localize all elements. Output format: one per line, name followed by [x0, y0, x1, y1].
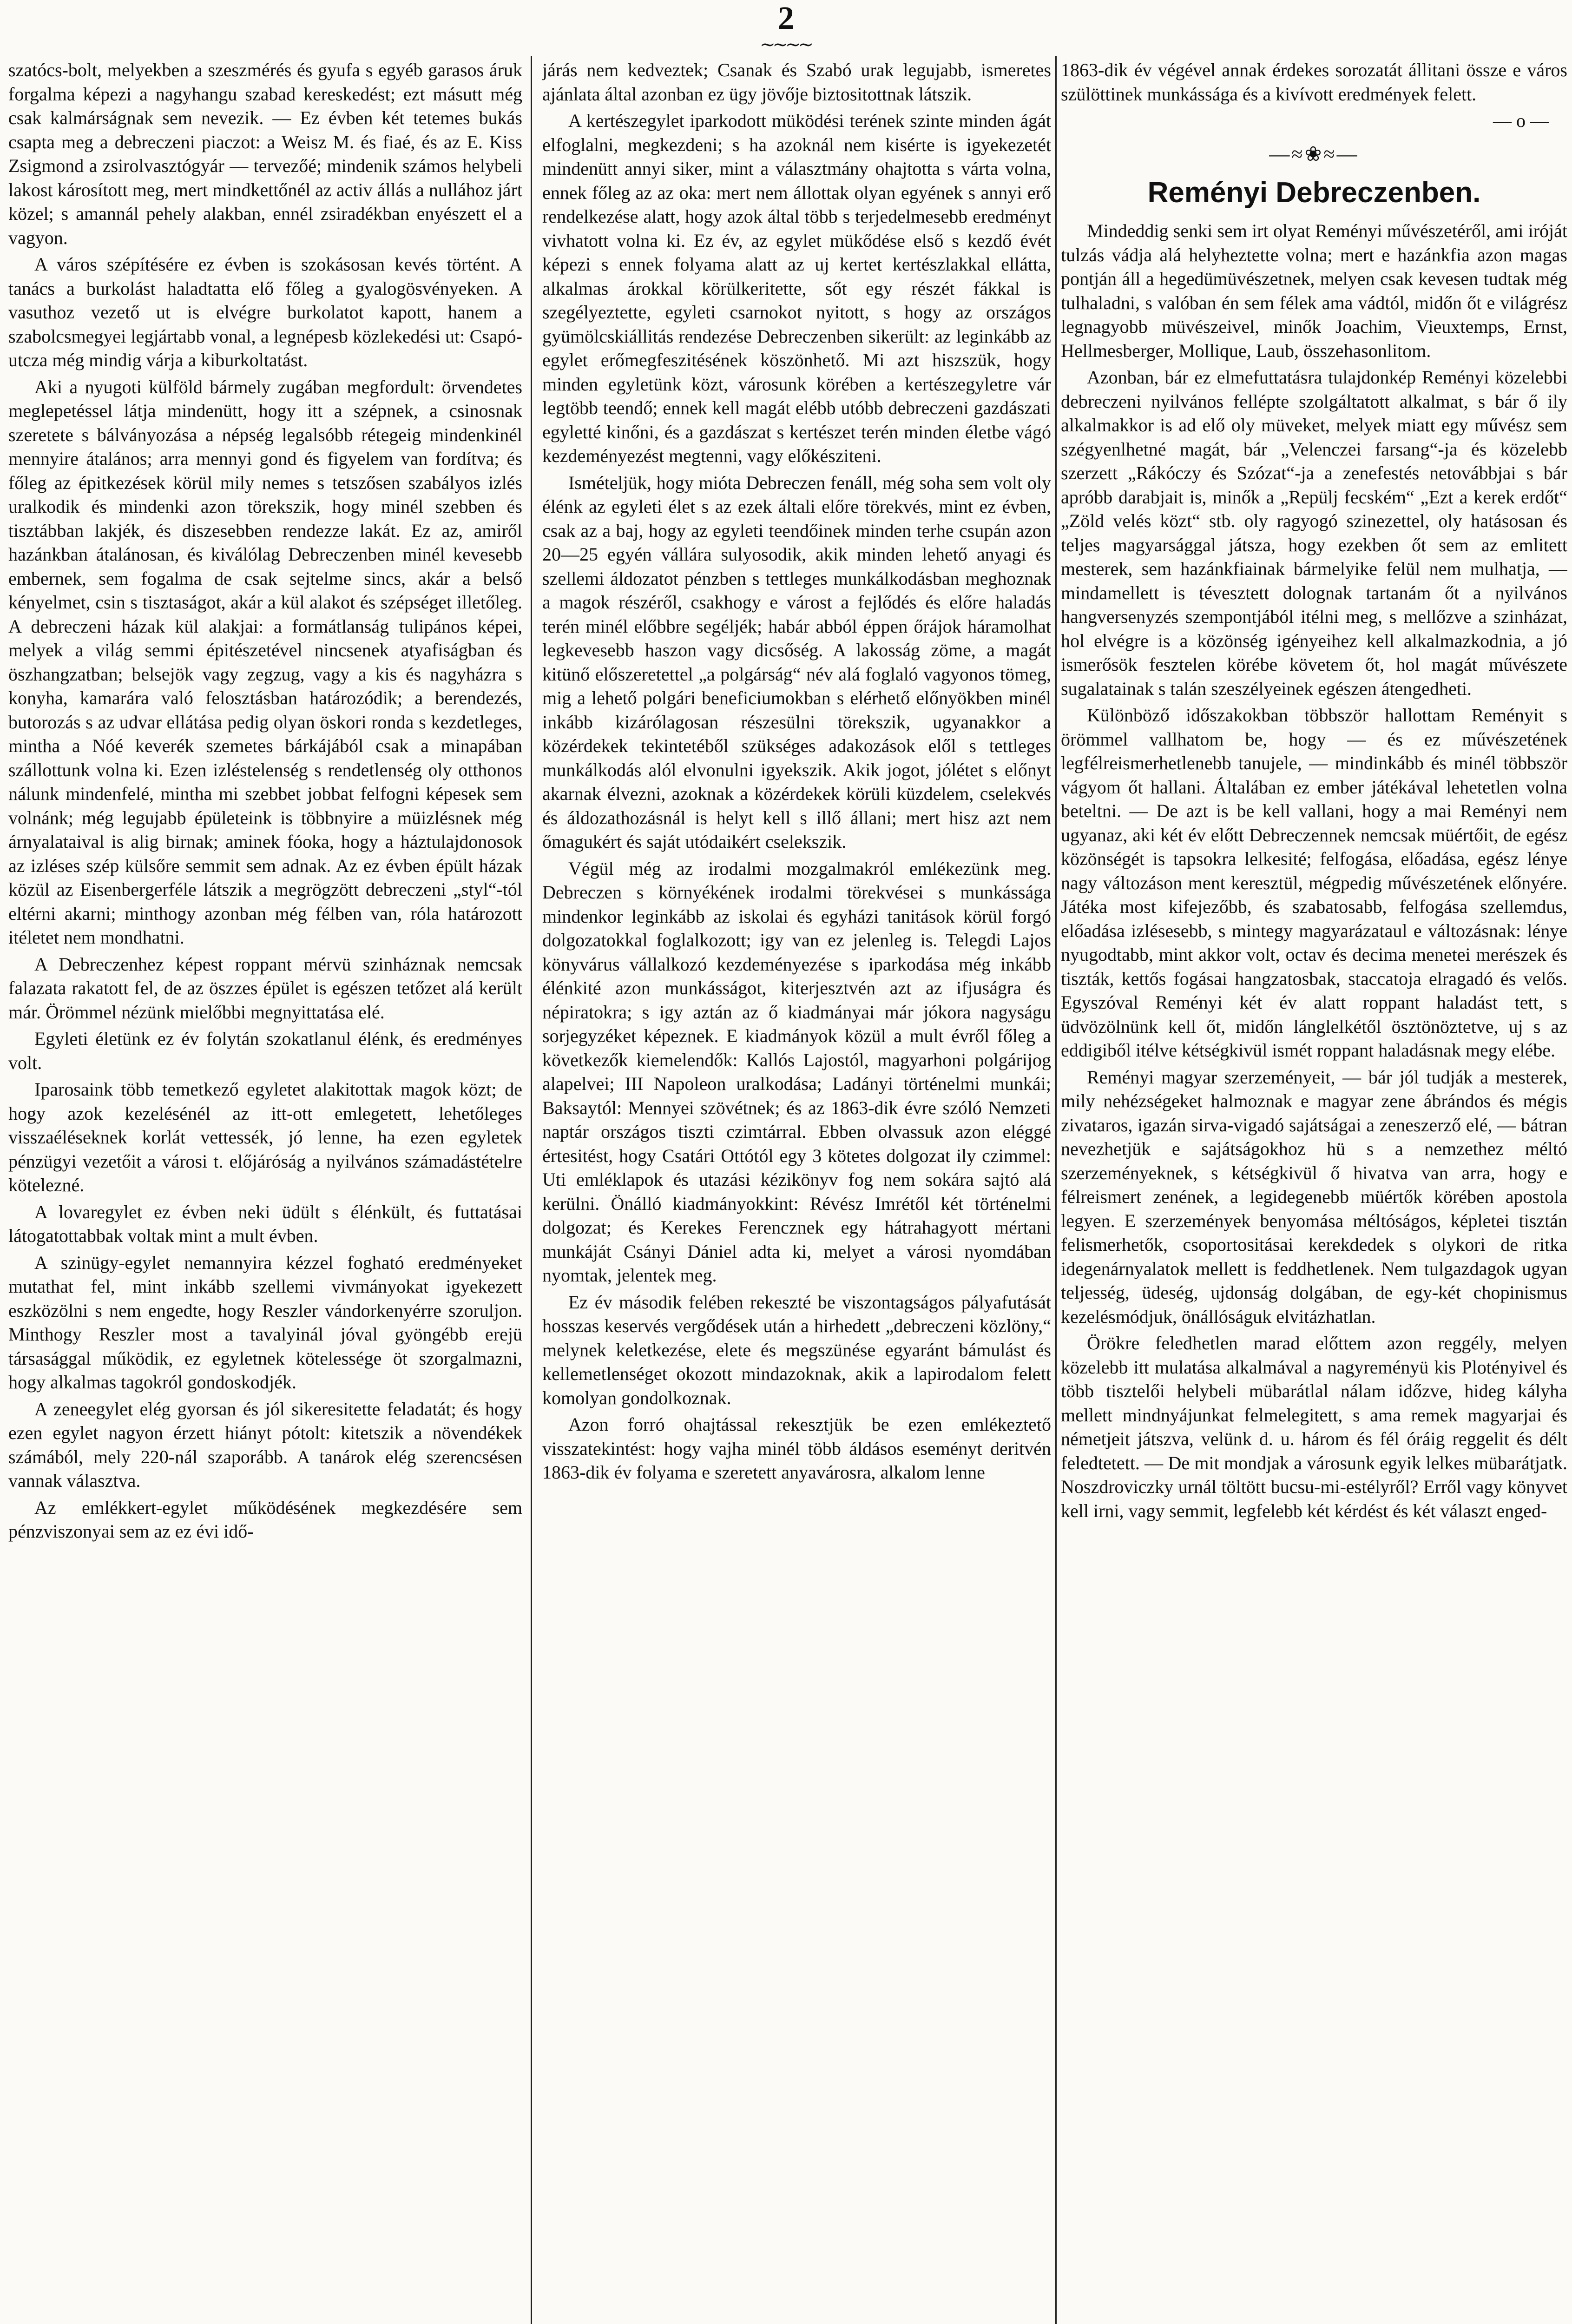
paragraph: Örökre feledhetlen marad előttem azon reggély, melyen közelebb itt mulatása alkalmával a nagyreményü kis Plotényivel és több tisztelői helybeli mübarátlal nálam időzve, hideg kályha mellett mindnyájunkat felmelegitett, s ama remek magyarjai és németjeit játszva, velünk d. u. három és fél óráig reggelit és délt feledtetett. — De mit mondjak a városunk egyik lelkes mübarátjatk. Noszdroviczky urnál töltött bucsu-mi-estélyről? Erről vagy könyvet kell irni, vagy semmit, legfelebb két kérdést és két választ enged- — [1061, 1333, 1567, 1521]
paragraph: Ez év második felében rekeszté be viszontagságos pályafutását hosszas keservés vergődések után a hirhedett „debreczeni közlöny,“ melynek keletkezése, elete és megszünése egyaránt bámulást és kellemetlenséget okozott mindazoknak, akik a lapirodalom felett komolyan gondolkoznak. — [542, 1291, 1051, 1408]
paragraph: A Debreczenhez képest roppant mérvü szinháznak nemcsak falazata rakatott fel, de az öszzes épület is egészen tetőzet alá került már. Örömmel nézünk mielőbbi megnyittatása elé. — [8, 953, 522, 1023]
paragraph: járás nem kedveztek; Csanak és Szabó urak legujabb, ismeretes ajánlata által azonban ez ügy jövője biztositottnak látszik. — [542, 59, 1051, 105]
paragraph: Iparosaink több temetkező egyletet alakitottak magok közt; de hogy azok kezelésénél az itt-ott emlegetett, lehetőleges visszaéléseknek korlát vettessék, jó lenne, ha ezen egyletek pénzügyi vezetőit a városi t. előjáróság a nyilvános számadástételre kötelezné. — [8, 1079, 522, 1195]
column-1 — [8, 58, 522, 2324]
paragraph: A zeneegylet elég gyorsan és jól sikeresitette feladatát; és hogy ezen egylet nagyon érzett hiányt pótolt: kitetszik a növendékek számából, mely 220-nál szaporább. A tanárok elég szerencsésen vannak választva. — [8, 1398, 522, 1491]
paragraph: Aki a nyugoti külföld bármely zugában megfordult: örvendetes meglepetéssel látja mindenütt, hogy itt a szépnek, a csinosnak szeretete s bálványozása a népség legalsóbb rétegeig mindenkinél mennyire átalános; arra mennyi gond és figyelem van fordítva; és főleg az épitkezések körül mily nemes s tetszősen szabályos izlés uralkodik és mindenki azon törekszik, hogy minél szebben és tisztábban lakjék, és diszesebben rendezze lakát. Ez az, amiről hazánkban átalánosan, és kiválólag Debreczenben minél kevesebb embernek, sem fogalma de csak sejtelme sincs, akár a belső kényelmet, csin s tisztaságot, akár a kül alakot és szépséget illetőleg. A debreczeni házak kül alakjai: a formátlanság tulipános képei, melyek a világ semmi épitészetével nincsenek atyafiságban és öszhangzatban; belsejök vagy zegzug, vagy a kis és nagyházra s konyha, kamarára való felosztásban határozódik; a berendezés, butorozás s az udvar ellátása pedig olyan öskori ronda s kezdetleges, mintha a Nóé keverék szemetes bárkájából csak a minapában szállottunk volna ki. Ezen izléstelenség s rendetlenség oly otthonos nálunk mindenfelé, mintha mi szebbet jobbat felfogni képesek sem volnánk; még legujabb épületeink is többnyire a müizlésnek még árnyalataival is alig birnak; aminek fóoka, hogy a háztulajdonosok az izléses szép külsőre semmit sem adnak. Az ez évben épült házak közül az Eisenbergerféle látszik a megrögzött debreczeni „styl“-tól eltérni akarni; minthogy azonban még félben van, róla határozott itéletet nem mondhatni. — [8, 376, 522, 948]
column-3 — [1061, 58, 1567, 2324]
paragraph: A város szépítésére ez évben is szokásosan kevés történt. A tanács a burkolást haladtatta elő főleg a gyalogösvényeken. A vasuthoz vezető ut is elvégre burkolatot kapott, hanem a szabolcsmegyei legjártabb vonal, a legnépesb közlekedési ut: Csapó-utcza még mindig várja a kiburkoltatást. — [8, 254, 522, 370]
column-2 — [542, 58, 1051, 2324]
paragraph: Végül még az irodalmi mozgalmakról emlékezünk meg. Debreczen s környékének irodalmi törekvései s munkássága mindenkor leginkább az iskolai és egyházi tanitások körül forgó dolgozatokkal foglalkozott; igy van ez jelenleg is. Telegdi Lajos könyvárus vállalkozó kezdeményezése s iparkodása még inkább élénkité azon munkásságot, kiterjesztvén azt az ifjuságra és népiratokra; s igy aztán az ő kiadmányai már jókora nagyságu sorjegyzéket képeznek. E kiadmányok közül a mult évről főleg a következők kiemelendők: Kallós Lajostól, magyarhoni polgárijog alapelvei; III Napoleon uralkodása; Ladányi történelmi munkái; Baksaytól: Mennyei szövétnek; és az 1863-dik évre szóló Nemzeti naptár országos tiszti czimtárral. Ebben olvassuk azon eléggé értesitést, hogy Csatári Ottótól egy 3 kötetes dolgozat ily czimmel: Uti emléklapok és utazási kézikönyv fog nem sokára sajtó alá kerülni. Önálló kiadmányokkint: Révész Imrétől két történelmi dolgozat; és Kerekes Ferencznek egy hátrahagyott mértani munkáját Csányi Dániel adta ki, melyet a városi nyomdában nyomtak, jelentek meg. — [542, 858, 1051, 1286]
article-heading: Reményi Debreczenben. — [1147, 177, 1481, 209]
paragraph: A szinügy-egylet nemannyira kézzel fogható eredményeket mutathat fel, mint inkább szellemi vivmányokat igyekezett eszközölni s nem engedte, hogy Reszler vándorkenyérre szoruljon. Minthogy Reszler most a tavalyinál jóval gyöngébb erejü társasággal működik, ez egyletnek kötelessége öt szorgalmazni, hogy alkalmas tagokról gondoskodjék. — [8, 1252, 522, 1393]
paragraph: Azon forró ohajtással rekesztjük be ezen emlékeztető visszatekintést: hogy vajha minél több áldásos eseményt deritvén 1863-dik év folyama e szeretett anyavárosra, alkalom lenne — [542, 1414, 1051, 1483]
section-end-mark: — o — — [1493, 110, 1549, 131]
paragraph: A lovaregylet ez évben neki üdült s élénkült, és futtatásai látogatottabbak voltak mint a mult évben. — [8, 1201, 522, 1246]
paragraph: Mindeddig senki sem irt olyat Reményi művészetéről, ami iróját tulzás vádja alá helyheztette volna; mert e hazánkfia azon magas pontján áll a hegedümüvészetnek, melyen csak kevesen tudtak még tulhaladni, s valóban én sem félek ama vádtól, midőn őt e világrész legnagyobb müvészeivel, minők Joachim, Vieuxtemps, Ernst, Hellmesberger, Mollique, Laub, összehasonlitom. — [1061, 220, 1567, 361]
page-number: 2 — [778, 0, 794, 36]
paragraph: A kertészegylet iparkodott müködési terének szinte minden ágát elfoglalni, megkezdeni; s ha azoknál nem kisérte is igyekezetét mindenütt annyi siker, mint a választmány ohajtotta s várta volna, ennek főleg az az oka: mert nem állottak olyan egyének s annyi erő rendelkezése alatt, hogy azok által több s terjedelmesebb eredményt vivhatott volna ki. Ez év, az egylet mükődése első s kezdő évét képezi s ennek folyama alatt az uj kertet kertészlakkal ellátta, alkalmas árokkal körülkeritette, sőt egy részét fákkal is szegélyeztette, egyleti csarnokot nyitott, s hogy az országos gyümölcskiállitás rendezése Debreczenben sikerült: az leginkább az egylet erőmegfeszitésének köszönhető. Mi azt hiszszük, hogy minden egyletünk közt, városunk körében a kertészegyletre vár legtöbb teendő; ennek kell magát elébb utóbb debreczeni gazdászati egyletté kinőni, és a gazdászat s kertészet terén minden életbe vágó kezdeményezést megtenni, vagy előkésziteni. — [542, 110, 1051, 466]
paragraph: Ismételjük, hogy mióta Debreczen fenáll, még soha sem volt oly élénk az egyleti élet s az ezek általi előre törekvés, mint ez évben, csak az a baj, hogy az egyleti teendőinek minden terhe csupán azon 20—25 egyén vállára sulyosodik, akik minden lehető anyagi és szellemi áldozatot pénzben s tettleges munkálkodásban meghoznak a magok részéről, csakhogy e várost a fejlődés és előre haladás terén minél előbbre segéljék; habár abból éppen őrájok háramolhat legkevesebb haszon vagy dicsőség. A lakosság zöme, a magát kitünő előszeretettel „a polgárság“ név alá foglaló vagyonos tömeg, mig a lehető polgári beneficiumokban s elérhető előnyökben minél inkább kizárólagosan részesülni törekszik, ugyanakkor a közérdekek tekintetéből szükséges adakozások elől s tettleges munkálkodás alól elvonulni igyekszik. Akik jogot, jólétet s előnyt akarnak élvezni, azoknak a közérdekek körüli küzdelem, cselekvés és áldozathozásnál is helyt kell s illő állani; mert hisz azt nem őmagukért és saját utódaikért cselekszik. — [542, 472, 1051, 852]
paragraph: szatócs-bolt, melyekben a szeszmérés és gyufa s egyéb garasos áruk forgalma képezi a nagyhangu szabad kereskedést; ezt másutt még csak kalmárságnak sem nevezik. — Ez évben két tetemes bukás csapta meg a debreczeni piaczot: a Weisz M. és fiaé, és az E. Kiss Zsigmond a zsirolvasztógyár — tervezőé; mindenik számos helybeli lakost károsított meg, mert mindkettőnél az activ állás a nullához járt közel; s amannál pehely alakban, ennél zsiradékban enyészett el a vagyon. — [8, 59, 522, 248]
paragraph: Különböző időszakokban többször hallottam Reményit s örömmel vallhatom be, hogy — és ez művészetének legfélreismerhetlenebb tanujele, — mindinkább és minél többször vágyom őt hallani. Általában ez ember játékával lehetetlen volna beteltni. — De azt is be kell vallani, hogy a mai Reményi nem ugyanaz, aki két év előtt Debreczennek nemcsak müértőit, de egész közönségét is tapsokra lelkesité; felfogása, előadása, egész lénye nagy változáson ment keresztül, mégpedig művészetének előnyére. Játéka most kifejezőbb, és szabatosabb, felfogása szellemdus, előadása izlésesebb, s mintegy magyarázataul e változásnak: lénye nyugodtabb, mint akkor volt, octav és decima menetei merészek és tiszták, kettős fogásai hangzatosbak, staccatoja elragadó és velős. Egyszóval Reményi két év alatt roppant haladást tett, s üdvözölnünk kell őt, midőn lánglelkétől ösztönöztetve, uj s az eddigiből itélve kétségkivül ismét roppant haladásnak megy elébe. — [1061, 705, 1567, 1061]
section-divider-ornament: —≈❀≈— — [1269, 142, 1359, 165]
column-divider — [1055, 56, 1057, 2324]
paragraph: Egyleti életünk ez év folytán szokatlanul élénk, és eredményes volt. — [8, 1028, 522, 1073]
column-divider — [531, 56, 532, 2324]
paragraph: Reményi magyar szerzeményeit, — bár jól tudják a mesterek, mily nehézségeket halmoznak e magyar zene ábrándos és mégis zivataros, igazán sirva-vigadó sajátságai a zeneszerző elé, — bátran nevezhetjük e sajátságokhoz hü s a nemzethez méltó szerzeményeknek, s kétségkivül ő hivatva van arra, hogy e félreismert zenének, a legidegenebb müértők körében apostola legyen. E szerzemények benyomása méltóságos, képletei tisztán felismerhetők, csoportositásai kerekdedek s olykori de ritka idegenárnyalatok mellett is feddhetlenek. Nem tulgazdagok ugyan teljesség, üdeség, ujdonság dolgában, de egy-két chopinismus kezelésmódjuk, önállóságuk elvitázhatlan. — [1061, 1066, 1567, 1327]
paragraph: Azonban, bár ez elmefuttatásra tulajdonkép Reményi közelebbi debreczeni nyilvános fellépte szolgáltatott alkalmat, s bár ő ily alkalmakkor is ad elő oly müveket, melyek miatt egy művész sem szégyenlhetné magát, bár „Velenczei farsang“-ja és közelebb szerzett „Rákóczy és Szózat“-ja a zenefestés netovábbjai s bár apróbb darabjait is, minők a „Repülj fecském“ „Ezt a kerek erdőt“ „Zöld velés közt“ stb. oly ragyogó szinezettel, oly hatásosan és teljes magyarsággal játsza, hogy ezekben őt sem az emlitett mesterek, sem hazánkfiainak bármelyike felül nem mulhatja, — mindamellett is tévesztett dolognak tartanám őt a nyilvános hangversenyzés szempontjából itélni meg, s mellőzve a szinházat, hol elvégre is a közönség igényeihez kell alkalmazkodnia, a jó ismerősök fesztelen körébe követem őt, hol magát művészete sugalatainak s talán szeszélyeinek egészen átengedheti. — [1061, 367, 1567, 699]
paragraph: Az emlékkert-egylet működésének megkezdésére sem pénzviszonyai sem az ez évi idő- — [8, 1497, 522, 1542]
page-ornament: ~~~~ — [759, 34, 811, 55]
paragraph: 1863-dik év végével annak érdekes sorozatát állitani össze e város szülöttinek munkássága és a kivívott eredmények felett. — [1061, 59, 1567, 105]
